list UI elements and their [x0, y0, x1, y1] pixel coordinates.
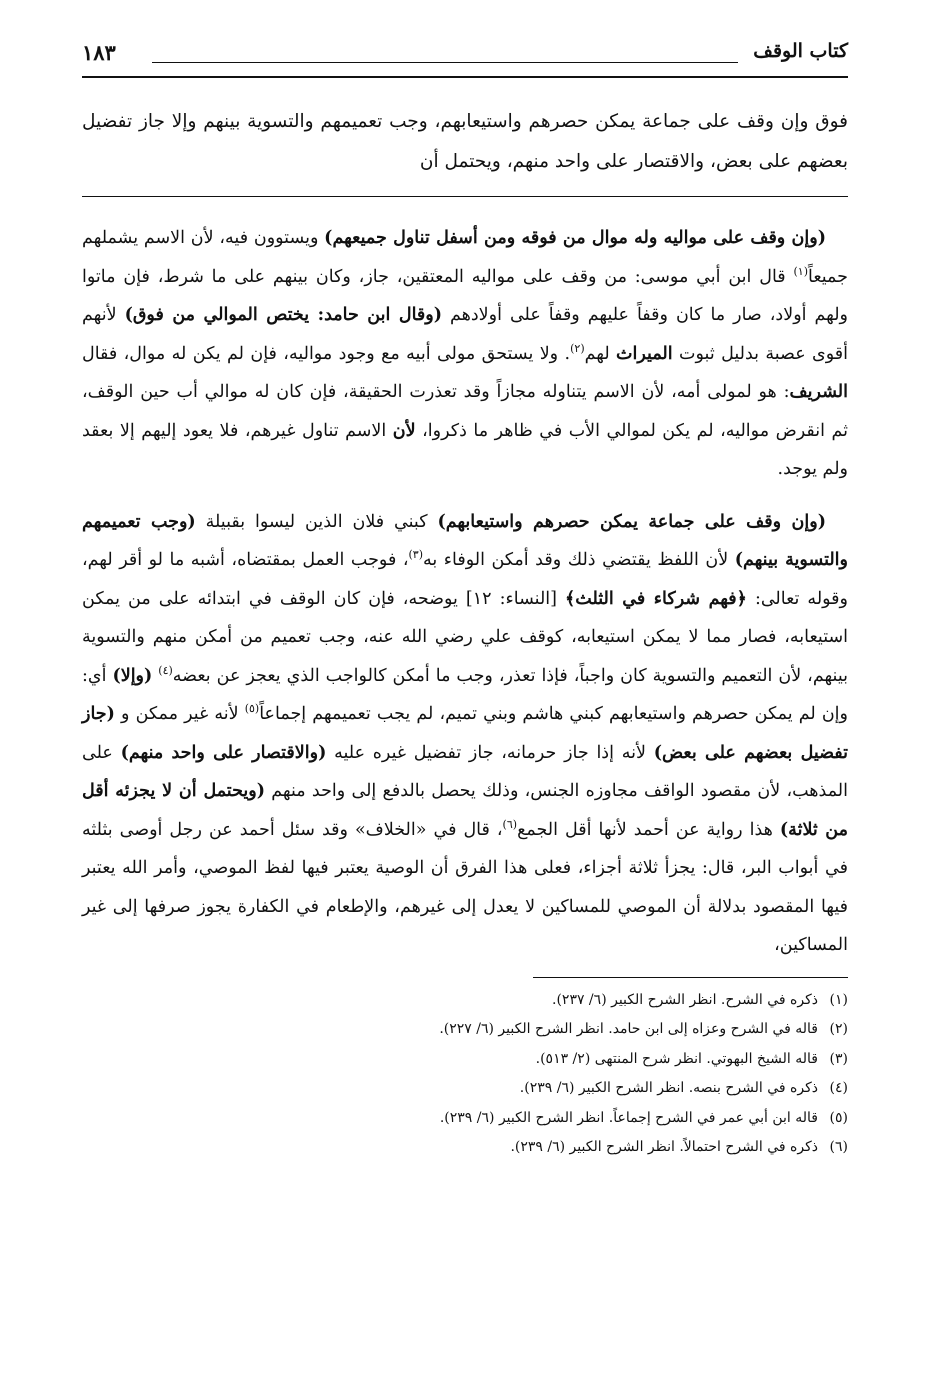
footnote-number: (٣): [829, 1050, 848, 1067]
commentary-text: لأن اللفظ يقتضي ذلك وقد أمكن الوفاء به: [423, 550, 735, 570]
quoted-matn: (وإن وقف على جماعة يمكن حصرهم واستيعابهم): [437, 511, 826, 532]
footnote-number: (٥): [829, 1109, 848, 1126]
footnote: [82, 1104, 848, 1134]
commentary: [82, 219, 848, 965]
commentary-paragraph-2: [82, 503, 848, 965]
bold-term: الميراث: [616, 343, 673, 364]
footnote: [82, 1074, 848, 1104]
matn-separator-rule: [82, 196, 848, 197]
footnote-ref[interactable]: (١): [793, 264, 808, 278]
footnote-text: قاله الشيخ البهوتي. انظر شرح المنتهى (٢/ ٥١٣).: [535, 1050, 818, 1067]
commentary-text: . ولا يستحق مولى أبيه مع وجود مواليه، فإن لم يكن له موال، فقال: [82, 343, 571, 364]
matn-text: فوق وإن وقف على جماعة يمكن حصرهم واستيعابهم، وجب تعميمهم والتسوية بينهم وإلا جاز تفضيل بعضهم على بعض، والاقتصار على واحد منهم، ويحتمل أن: [82, 111, 848, 172]
running-header: [82, 34, 848, 74]
commentary-text: ويستوون فيه، لأن الاسم يشملهم جميعاً: [82, 228, 848, 287]
bold-term: الشريف: [789, 382, 848, 402]
commentary-text: كبني فلان الذين ليسوا بقبيلة: [195, 511, 438, 532]
footnote: [82, 1045, 848, 1075]
footnote: [82, 1015, 848, 1045]
quran-verse: ﴿فهم شركاء في الثلث﴾: [565, 588, 747, 609]
top-rule: [82, 76, 848, 78]
footnote-ref[interactable]: (٢): [570, 341, 585, 355]
commentary-text: أي: وإن لم يمكن حصرهم واستيعابهم كبني هاشم وبني تميم، لم يجب تعميمهم إجماعاً: [82, 665, 848, 724]
book-title: كتاب الوقف: [753, 40, 848, 62]
footnote-rule: [533, 977, 848, 978]
footnote-text: ذكره في الشرح. انظر الشرح الكبير (٦/ ٢٣٧).: [552, 991, 818, 1008]
header-rule: [152, 62, 738, 63]
commentary-text: هذا رواية عن أحمد لأنها أقل الجمع: [517, 819, 780, 840]
footnote-ref[interactable]: (٤): [158, 663, 173, 677]
commentary-text: : هو لمولى أمه، لأن الاسم يتناوله مجازاً وقد تعذرت الحقيقة، فإن كان له موالي أب حين الوقف، ثم انقرض مواليه، لم يكن لموالي الأب في ظاهر ما ذكروا،: [82, 382, 848, 441]
footnote-ref[interactable]: (٥): [244, 702, 260, 716]
book-page: [82, 34, 848, 1354]
footnote: [82, 1133, 848, 1163]
footnote-number: (٤): [829, 1080, 848, 1096]
footnote-ref[interactable]: (٦): [502, 817, 518, 831]
quoted-matn: (والاقتصار على واحد منهم): [120, 742, 327, 763]
bold-term: لأن: [392, 420, 416, 441]
commentary-text: لأنهم أقوى عصبة بدليل ثبوت: [82, 305, 849, 364]
quoted-matn: (وجب تعميمهم والتسوية بينهم): [82, 511, 848, 570]
commentary-text: على المذهب، لأن مقصود الواقف مجاوزه الجنس، وذلك يحصل بالدفع إلى واحد منهم: [82, 742, 849, 801]
footnote-ref[interactable]: (٣): [408, 548, 423, 562]
quoted-matn: (وإن وقف على مواليه وله موال من فوقه ومن أسفل تناول جميعهم): [324, 228, 826, 248]
footnote-text: قاله في الشرح وعزاه إلى ابن حامد. انظر الشرح الكبير (٦/ ٢٢٧).: [439, 1021, 818, 1037]
commentary-text: قال ابن أبي موسى: من وقف على مواليه المعتقين، جاز، وكان بينهم على ما شرط، فإن ماتوا ولهم أولاد، صار ما كان وقفاً عليهم وقفاً على أولادهم: [82, 266, 848, 325]
quoted-matn: (وقال ابن حامد: يختص الموالي من فوق): [124, 305, 443, 325]
commentary-paragraph-1: [82, 219, 848, 489]
footnote-text: ذكره في الشرح احتمالاً. انظر الشرح الكبير (٦/ ٢٣٩).: [510, 1139, 818, 1155]
commentary-text: لهم: [584, 343, 617, 364]
commentary-text: ، قال في «الخلاف» وقد سئل أحمد عن رجل أوصى بثلثه في أبواب البر، قال: يجزأ ثلاثة أجزاء، فعلى هذا الفرق أن الوصية يعتبر فيها لفظ الموصي، وأمر الله يعتبر فيها المقصود بدلالة أن الموصي للمساكين لا يعدل إلى غيرهم، والإطعام في الكفارة يجوز صرفها إلى غير المساكين،: [82, 819, 848, 955]
quoted-matn: (جاز تفضيل بعضهم على بعض): [82, 704, 848, 763]
footnote-number: (٢): [829, 1021, 848, 1037]
commentary-text: [النساء: ١٢] يوضحه، فإن كان الوقف في ابتدائه على من يمكن استيعابه، فصار مما لا يمكن استيعابه، كوقف علي رضي الله عنه، وجب تعميم من أمكن منهم والتسوية بينهم، لأن التعميم والتسوية كان واجباً، فإذا تعذر، وجب ما أمكن كالواجب الذي يعجز عن بعضه: [82, 588, 848, 686]
footnote-text: ذكره في الشرح بنصه. انظر الشرح الكبير (٦/ ٢٣٩).: [519, 1080, 818, 1096]
page-number: ١٨٣: [82, 40, 116, 65]
quoted-matn: (ويحتمل أن لا يجزئه أقل من ثلاثة): [82, 781, 848, 840]
footnote-text: قاله ابن أبي عمر في الشرح إجماعاً. انظر الشرح الكبير (٦/ ٢٣٩).: [439, 1109, 818, 1126]
footnote: [82, 986, 848, 1016]
commentary-text: لأنه إذا جاز حرمانه، جاز تفضيل غيره عليه: [326, 742, 654, 763]
quoted-matn: (وإلا): [112, 665, 153, 686]
commentary-text: الاسم تناول غيرهم، فلا يعود إليهم إلا بعقد ولم يوجد.: [82, 420, 848, 479]
footnote-number: (١): [829, 991, 848, 1008]
commentary-text: ، فوجب العمل بمقتضاه، أشبه ما لو أقر لهم، وقوله تعالى:: [82, 550, 849, 609]
footnote-number: (٦): [829, 1139, 848, 1155]
footnotes-list: [82, 986, 848, 1163]
commentary-text: لأنه غير ممكن و: [114, 704, 245, 724]
